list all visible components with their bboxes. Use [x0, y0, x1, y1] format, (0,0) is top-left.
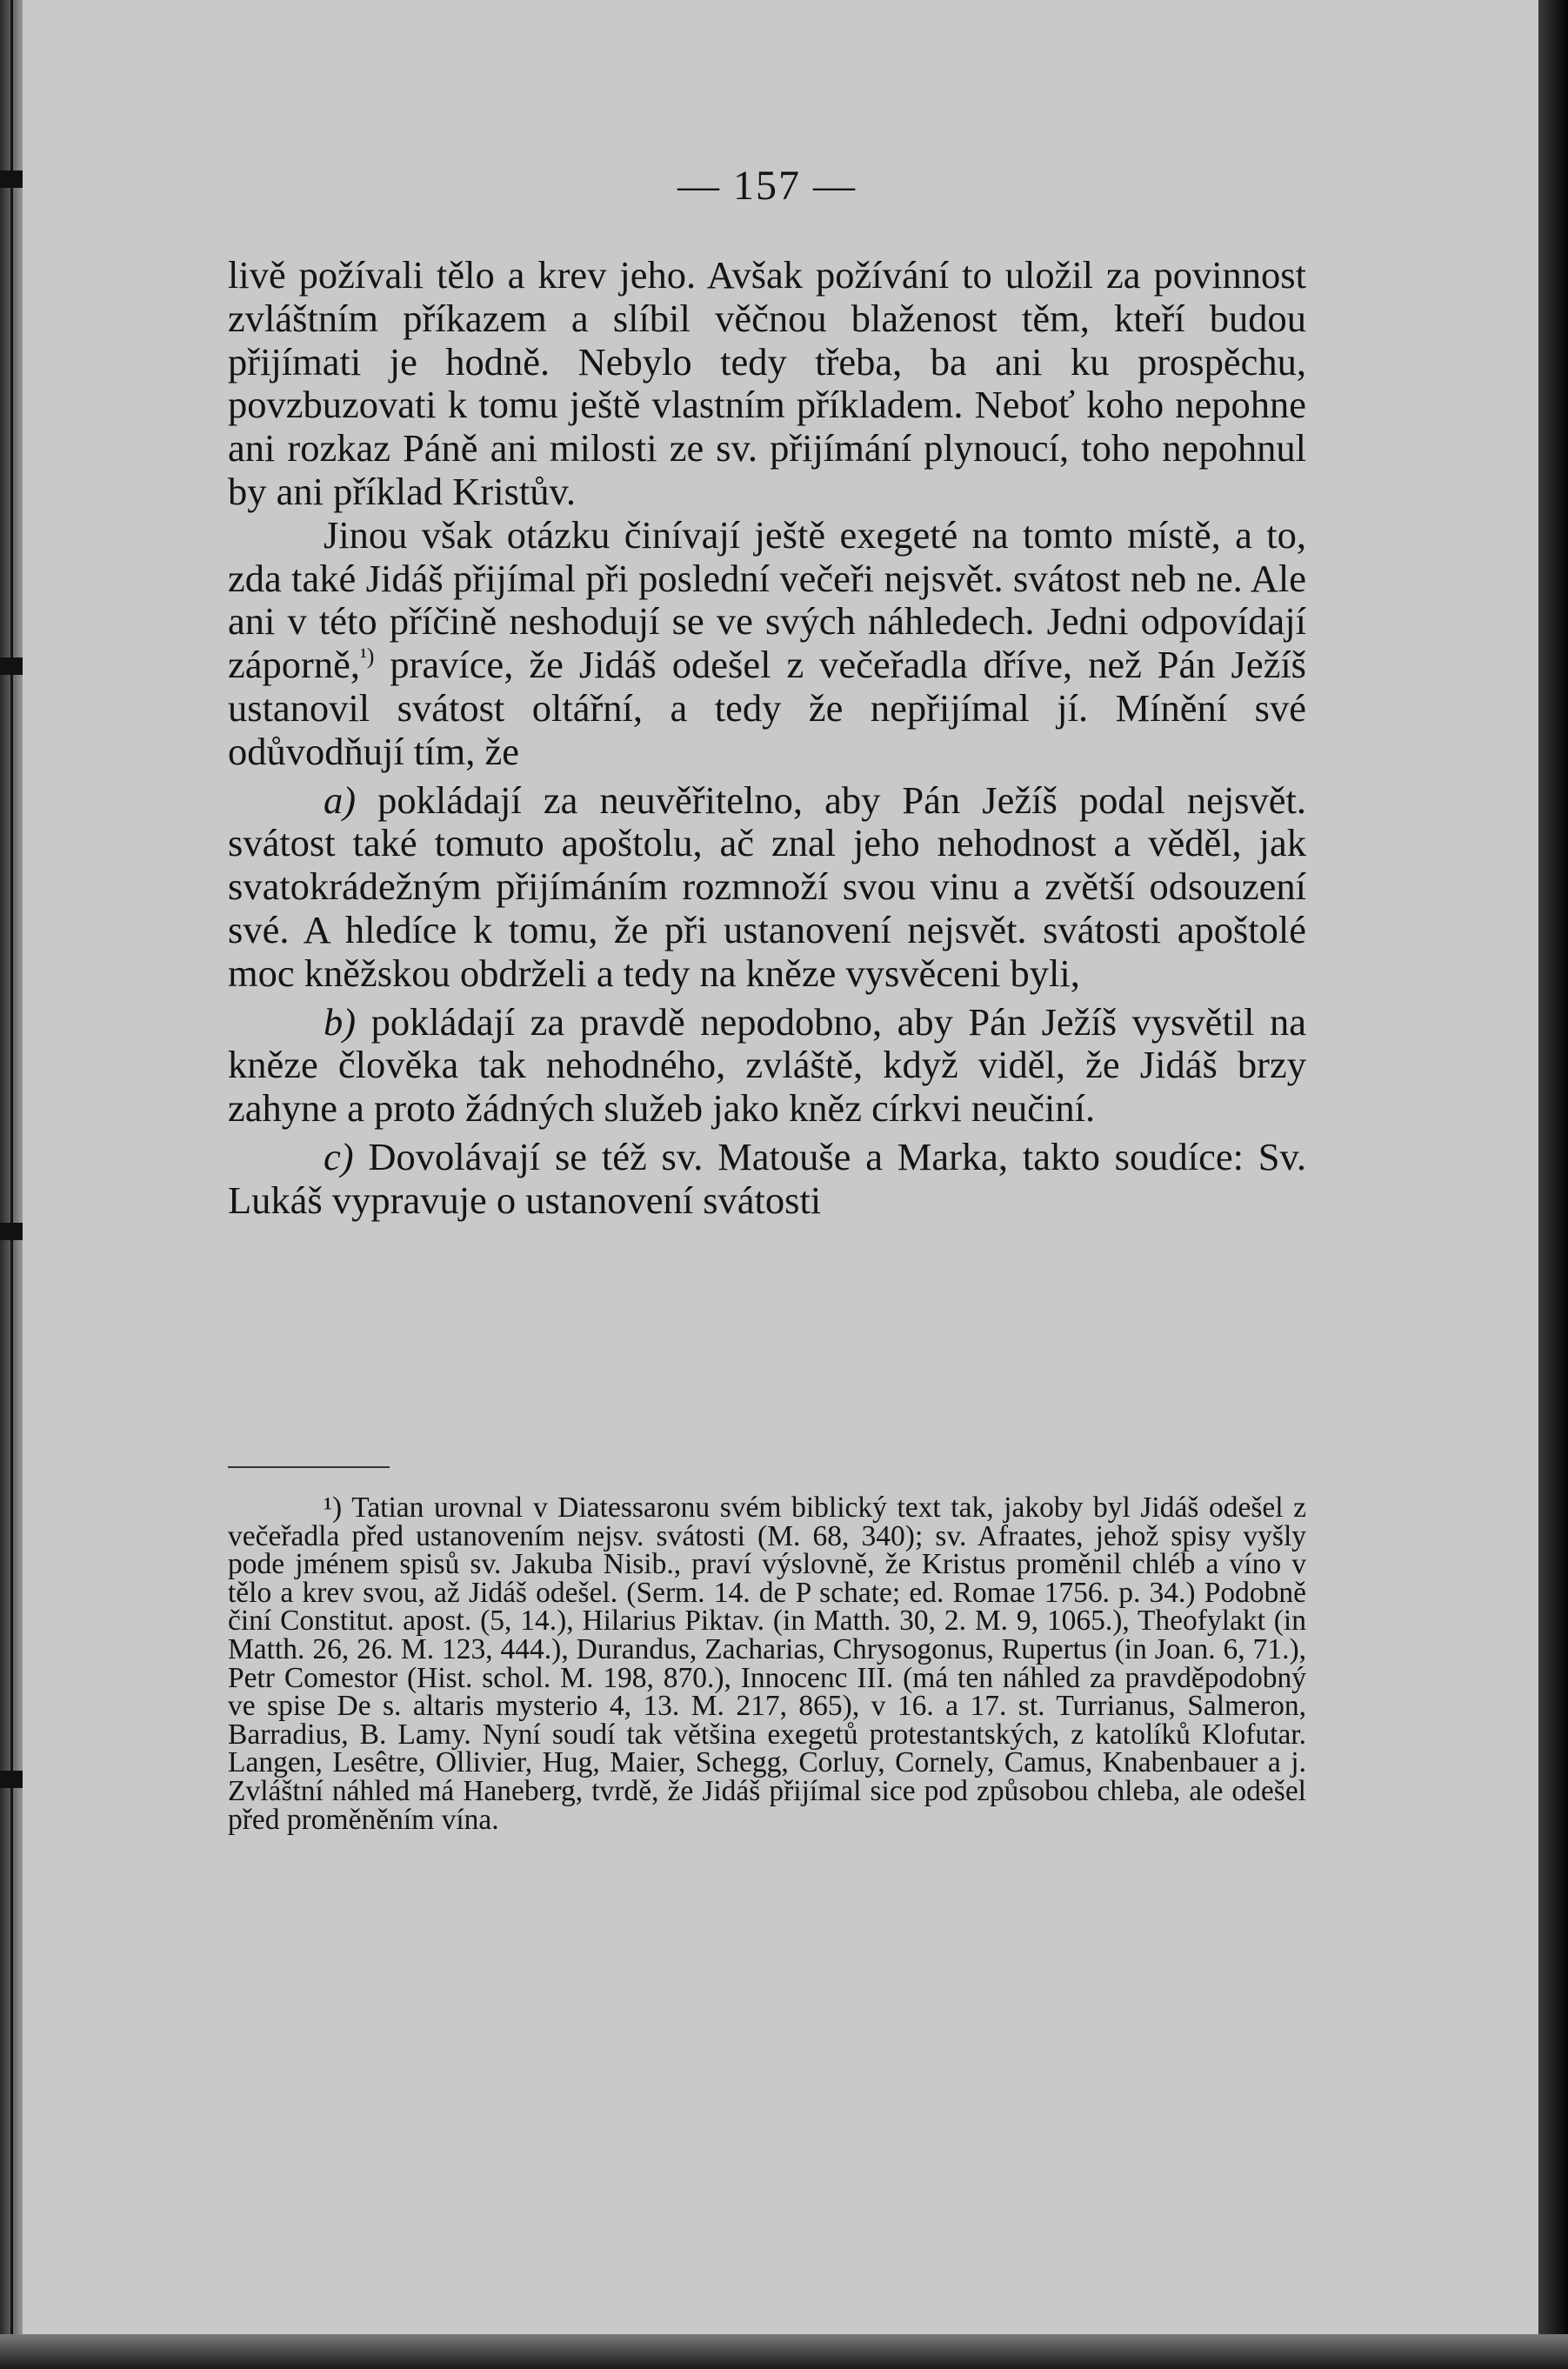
binding-line	[10, 0, 13, 2369]
list-item-text: Dovolávají se též sv. Matouše a Marka, takto soudíce: Sv. Lukáš vypravuje o ustanovení svátosti	[228, 1134, 1306, 1222]
paragraph-text: Jinou však otázku činívají ještě exegeté na tomto místě, a to, zda také Jidáš přijímal při poslední večeři nejsvět. svátost neb ne. Ale ani v této příčině neshodují se ve svých náhledech. Jedni odpovídají záporně,	[228, 512, 1306, 687]
binding-mark	[0, 1223, 23, 1240]
footnote-divider	[228, 1466, 390, 1468]
list-item	[228, 1136, 1306, 1223]
footnote-mark: ¹)	[324, 1491, 343, 1524]
main-text	[228, 254, 1306, 1223]
list-item	[228, 779, 1306, 996]
scan-bottom-edge	[0, 2334, 1568, 2369]
binding-mark	[0, 1771, 23, 1788]
binding-mark	[0, 170, 23, 188]
paragraph: livě požívali tělo a krev jeho. Avšak požívání to uložil za povinnost zvláštním příkazem a slíbil věčnou blaženost těm, kteří budou přijímati je hodně. Nebylo tedy třeba, ba ani ku prospěchu, povzbuzovati k tomu ještě vlastním příkladem. Neboť koho nepohne ani rozkaz Páně ani milosti ze sv. přijímání plynoucí, toho nepohnul by ani příklad Kristův.	[228, 253, 1306, 513]
scan-right-edge	[1538, 0, 1568, 2369]
page-number: — 157 —	[677, 163, 857, 209]
footnote-text: Tatian urovnal v Diatessaronu svém biblický text tak, jakoby byl Jidáš odešel z večeřadla před ustanovením nejsv. svátosti (M. 68, 340); sv. Afraates, jehož spisy vyšly pode jménem spisů sv. Jakuba Nisib., praví výslovně, že Kristus proměnil chléb a víno v tělo a krev svou, až Jidáš odešel. (Serm. 14. de P schate; ed. Romae 1756. p. 34.) Podobně činí Constitut. apost. (5, 14.), Hilarius Piktav. (in Matth. 30, 2. M. 9, 1065.), Theofylakt (in Matth. 26, 26. M. 123, 444.), Durandus, Zacharias, Chrysogonus, Rupertus (in Joan. 6, 71.), Petr Comestor (Hist. schol. M. 198, 870.), Innocenc III. (má ten náhled za pravděpodobný ve spise De s. altaris mysterio 4, 13. M. 217, 865), v 16. a 17. st. Turrianus, Salmeron, Barradius, B. Lamy. Nyní soudí tak většina exegetů protestantských, z katolíků Klofutar. Langen, Lesêtre, Ollivier, Hug, Maier, Schegg, Corluy, Cornely, Camus, Knabenbauer a j. Zvláštní náhled má Haneberg, tvrdě, že Jidáš přijímal sice pod způsobou chleba, ale odešel před proměněním vína.	[228, 1491, 1306, 1836]
list-item-text: pokládají za pravdě nepodobno, aby Pán Ježíš vysvětil na kněze člověka tak nehodného, zvláště, když viděl, že Jidáš brzy zahyne a proto žádných služeb jako kněz církvi neučiní.	[228, 999, 1306, 1131]
paragraph-text: pravíce, že Jidáš odešel z večeřadla dříve, než Pán Ježíš ustanovil svátost oltářní, a tedy že nepřijímal jí. Mínění své odůvodňují tím, že	[228, 643, 1306, 773]
binding-mark	[0, 657, 23, 675]
item-letter: c)	[324, 1134, 354, 1178]
footnote-reference: ¹)	[359, 644, 375, 670]
footnote	[228, 1491, 1306, 1836]
footnotes	[228, 1491, 1306, 1836]
item-letter: b)	[324, 999, 357, 1044]
list-item	[228, 1001, 1306, 1131]
item-letter: a)	[324, 777, 357, 822]
paragraph	[228, 514, 1306, 774]
list-item-text: pokládají za neuvěřitelno, aby Pán Ježíš podal nejsvět. svátost také tomuto apoštolu, ač znal jeho nehodnost a věděl, jak svatokrádežným přijímáním rozmnoží svou vinu a zvětší odsouzení své. A hledíce k tomu, že při ustanovení nejsvět. svátosti apoštolé moc kněžskou obdrželi a tedy na kněze vysvěceni byli,	[228, 777, 1306, 995]
binding-edge	[0, 0, 23, 2369]
